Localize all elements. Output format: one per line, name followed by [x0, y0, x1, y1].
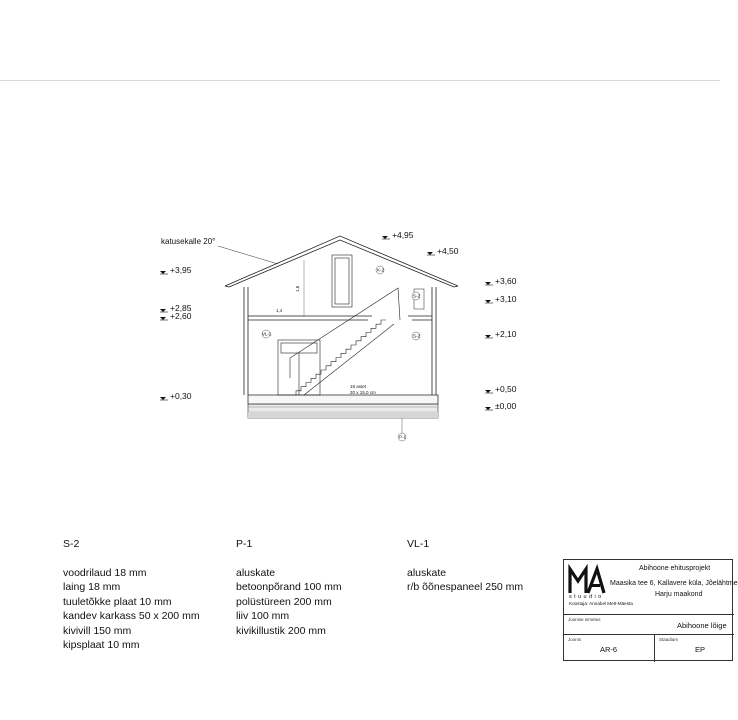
- ground: [248, 404, 438, 418]
- drawing-name: Abihoone lõige: [677, 621, 727, 630]
- level-arrow-icon: [160, 271, 166, 274]
- title-block: [563, 559, 738, 661]
- level-label: +3,95: [170, 265, 192, 275]
- stage-value: EP: [695, 645, 706, 654]
- level-marker: [485, 401, 516, 411]
- author: Koostaja: Annabel Mett-Mäesta: [569, 601, 633, 606]
- level-arrow-icon: [427, 252, 433, 255]
- level-markers-right: [382, 230, 517, 411]
- level-arrow-icon: [160, 309, 166, 312]
- spec-line: kipsplaat 10 mm: [63, 639, 140, 651]
- project-name: Abihoone ehitusprojekt: [639, 565, 711, 572]
- svg-text:VL-1: VL-1: [262, 331, 272, 337]
- level-label: +0,50: [495, 384, 517, 394]
- level-marker: [160, 391, 192, 401]
- svg-text:P-1: P-1: [399, 434, 407, 440]
- level-marker: [160, 311, 192, 321]
- level-marker: [485, 276, 517, 286]
- tag-p1: [398, 418, 407, 441]
- spec-line: aluskate: [236, 566, 276, 579]
- spec-s2: [63, 537, 200, 653]
- level-arrow-icon: [485, 300, 491, 303]
- stage-label: Staadium: [659, 637, 679, 642]
- tag-k2: [376, 266, 385, 274]
- level-arrow-icon: [160, 317, 166, 320]
- level-marker: [485, 294, 517, 304]
- svg-text:S-2: S-2: [413, 293, 421, 299]
- level-marker: [427, 246, 459, 256]
- studio-logo-icon: [568, 565, 606, 595]
- dim-width: 1,4: [276, 308, 283, 313]
- level-marker: [382, 230, 414, 240]
- spec-p1: [236, 537, 342, 638]
- spec-vl1: [407, 537, 523, 595]
- stair-railing: [290, 288, 400, 378]
- floor-slab: [248, 395, 438, 404]
- spec-line: kandev karkass 50 x 200 mm: [63, 610, 200, 622]
- spec-line: polüstüreen 200 mm: [236, 595, 332, 608]
- level-label: +2,85: [170, 303, 192, 313]
- level-arrow-icon: [485, 407, 491, 410]
- level-label: +2,60: [170, 311, 192, 321]
- spec-code: S-2: [63, 538, 80, 550]
- level-label: ±0,00: [495, 401, 517, 411]
- level-label: +3,60: [495, 276, 517, 286]
- level-arrow-icon: [382, 236, 388, 239]
- level-label: +3,10: [495, 294, 517, 304]
- spec-line: kivivill 150 mm: [63, 624, 132, 637]
- logo-subtitle: stuudio: [569, 594, 604, 600]
- dim-height: 1,6: [295, 285, 300, 292]
- roof-slope-note: katusekalle 20°: [161, 237, 216, 246]
- svg-text:K-2: K-2: [377, 267, 385, 273]
- level-label: +0,30: [170, 391, 192, 401]
- tag-vl1: [262, 330, 272, 338]
- stair-note-steps: 18 astet: [350, 384, 367, 389]
- level-arrow-icon: [485, 282, 491, 285]
- spec-code: P-1: [236, 538, 253, 550]
- sheet-label: Joonis: [568, 637, 582, 642]
- stair-stringer: [304, 324, 394, 395]
- level-marker: [485, 384, 517, 394]
- spec-line: kivikillustik 200 mm: [236, 624, 326, 637]
- level-arrow-icon: [160, 397, 166, 400]
- stair-note-size: 20 x 15,0 cm: [350, 390, 376, 395]
- spec-line: tuuletõkke plaat 10 mm: [63, 595, 172, 608]
- spec-line: liiv 100 mm: [236, 610, 290, 622]
- walls: [244, 287, 436, 395]
- title-block-header: [564, 560, 738, 615]
- stair-steps: [296, 320, 386, 395]
- spec-code: VL-1: [407, 538, 430, 550]
- svg-text:S-2: S-2: [413, 333, 421, 339]
- spec-line: r/b õõnespaneel 250 mm: [407, 581, 524, 593]
- roof: [225, 236, 458, 287]
- level-marker: [485, 329, 517, 339]
- title-block-stage: [655, 635, 734, 662]
- title-block-drawing-name: [564, 615, 734, 635]
- address-line-2: Harju maakond: [655, 591, 703, 598]
- upper-window: [332, 255, 352, 307]
- level-label: +4,95: [392, 230, 414, 240]
- level-marker: [160, 265, 192, 275]
- tag-s2-lower: [412, 332, 421, 340]
- spec-line: aluskate: [407, 566, 447, 579]
- level-arrow-icon: [485, 390, 491, 393]
- sheet-number: AR-6: [600, 645, 618, 654]
- spec-line: voodrilaud 18 mm: [63, 566, 147, 579]
- spec-line: laing 18 mm: [63, 581, 121, 593]
- level-arrow-icon: [485, 335, 491, 338]
- address-line-1: Maasika tee 6, Kallavere küla, Jõelähtme: [610, 580, 738, 587]
- ground-floor-door: [278, 340, 320, 395]
- tag-s2-upper: [412, 292, 421, 300]
- title-block-sheet: [564, 635, 655, 662]
- level-label: +2,10: [495, 329, 517, 339]
- intermediate-floor: [248, 316, 432, 320]
- spec-line: betoonpõrand 100 mm: [236, 581, 342, 593]
- drawing-label: Joonise nimetus: [568, 617, 601, 622]
- roof-note-leader: [218, 246, 278, 264]
- level-markers-left: [160, 265, 192, 401]
- level-label: +4,50: [437, 246, 459, 256]
